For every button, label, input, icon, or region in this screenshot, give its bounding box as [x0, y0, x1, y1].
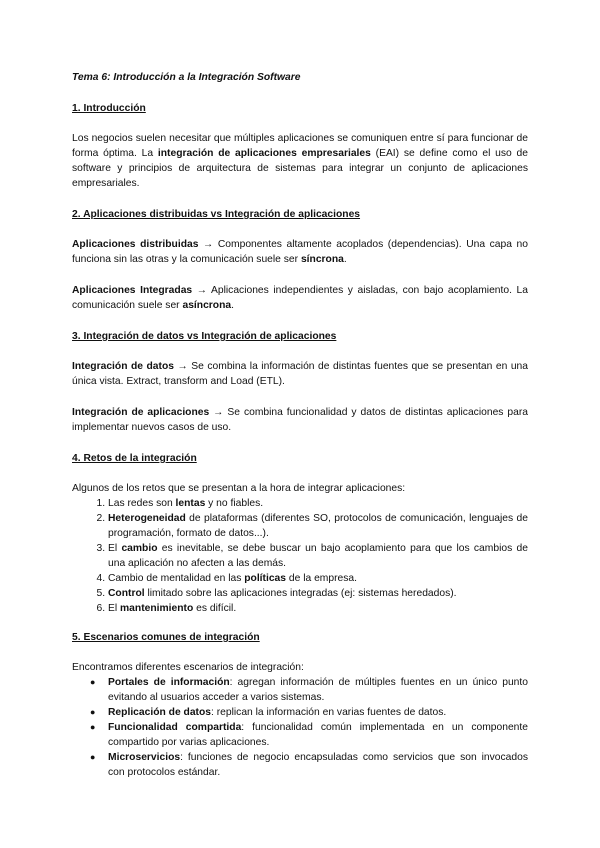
text-run: : agregan información de múltiples fuentes en un único punto evitando al usuarios acceder a varios sistemas. [108, 677, 528, 703]
data-integration-paragraph [72, 359, 528, 389]
section-1-paragraph [72, 131, 528, 191]
list-item [90, 675, 528, 705]
bold-term: Aplicaciones Integradas [72, 285, 193, 296]
text-run: → Se combina funcionalidad y datos de distintas aplicaciones para implementar nuevos casos de uso. [72, 407, 528, 433]
document-title: Tema 6: Introducción a la Integración Software [72, 72, 301, 83]
text-run: : funcionalidad común implementada en un componente compartido por varias aplicaciones. [108, 722, 529, 748]
list-item [108, 586, 528, 601]
text-run: : replican la información en varias fuentes de datos. [211, 707, 447, 718]
bullet-icon: ● [90, 677, 96, 687]
list-item [108, 496, 528, 511]
bold-term: Microservicios [108, 752, 181, 763]
distributed-apps-paragraph [72, 237, 528, 267]
bullet-icon: ● [90, 752, 96, 762]
section-5-heading: 5. Escenarios comunes de integración [72, 632, 260, 643]
bold-term: Control [108, 588, 145, 599]
bold-term: Aplicaciones distribuidas [72, 239, 199, 250]
text-run: Cambio de mentalidad en las [108, 573, 245, 584]
text-run: de la empresa. [286, 573, 357, 584]
text-run: y no fiables. [205, 498, 264, 509]
bold-term: lentas [175, 498, 206, 509]
text-run: Los negocios suelen necesitar que múltiples aplicaciones se comuniquen entre sí para funcionar de forma óptima. La [72, 133, 528, 159]
document-page [72, 70, 528, 780]
section-2-heading: 2. Aplicaciones distribuidas vs Integración de aplicaciones [72, 209, 361, 220]
text-run: es inevitable, se debe buscar un bajo acoplamiento para que los cambios de una aplicación no afecten a las demás. [108, 543, 528, 569]
bold-term: mantenimiento [120, 603, 194, 614]
list-item [108, 571, 528, 586]
app-integration-paragraph [72, 405, 528, 435]
section-3-heading: 3. Integración de datos vs Integración de aplicaciones [72, 331, 337, 342]
scenarios-intro: Encontramos diferentes escenarios de integración: [72, 662, 304, 673]
list-item [108, 601, 528, 616]
text-run: Las redes son [108, 498, 176, 509]
bold-term: Heterogeneidad [108, 513, 186, 524]
challenges-intro: Algunos de los retos que se presentan a la hora de integrar aplicaciones: [72, 483, 406, 494]
bold-term: Integración de datos [72, 361, 174, 372]
bold-term: Portales de información [108, 677, 230, 688]
list-item [90, 750, 528, 780]
section-4-heading: 4. Retos de la integración [72, 453, 197, 464]
text-run: El [108, 603, 121, 614]
list-item [90, 720, 529, 750]
text-run: → Aplicaciones independientes y aisladas, con bajo acoplamiento. La comunicación suele ser [72, 285, 528, 311]
bold-term: síncrona [300, 254, 344, 265]
bold-term: integración de aplicaciones empresariales [157, 148, 371, 159]
list-item [90, 705, 528, 720]
text-run: . [343, 254, 347, 265]
text-run: es difícil. [193, 603, 237, 614]
text-run: de plataformas (diferentes SO, protocolos de comunicación, lenguajes de programación, formato de datos...). [108, 513, 528, 539]
text-run: El [108, 543, 122, 554]
challenges-list [72, 496, 528, 616]
bold-term: Funcionalidad compartida [108, 722, 242, 733]
bold-term: políticas [244, 573, 287, 584]
bullet-icon: ● [90, 707, 96, 717]
bold-term: asíncrona [182, 300, 232, 311]
text-run: : funciones de negocio encapsuladas como servicios que son invocados con protocolos estándar. [108, 752, 528, 778]
text-run: → Componentes altamente acoplados (dependencias). Una capa no funciona sin las otras y la comunicación suele ser [72, 239, 528, 265]
bold-term: cambio [121, 543, 158, 554]
bold-term: Integración de aplicaciones [72, 407, 210, 418]
text-run: (EAI) se define como el uso de software y principios de arquitectura de sistemas para integrar un conjunto de aplicaciones empresariales. [72, 148, 528, 189]
scenarios-list [72, 675, 528, 780]
text-run: . [231, 300, 234, 311]
list-item [108, 511, 528, 541]
text-run: → Se combina la información de distintas fuentes que se presentan en una única vista. Extract, transform and Load (ETL). [72, 361, 529, 387]
bold-term: Replicación de datos [108, 707, 211, 718]
integrated-apps-paragraph [72, 283, 528, 313]
text-run: limitado sobre las aplicaciones integradas (ej: sistemas heredados). [144, 588, 457, 599]
list-item [108, 541, 528, 571]
bullet-icon: ● [90, 722, 96, 732]
section-1-heading: 1. Introducción [72, 103, 146, 114]
